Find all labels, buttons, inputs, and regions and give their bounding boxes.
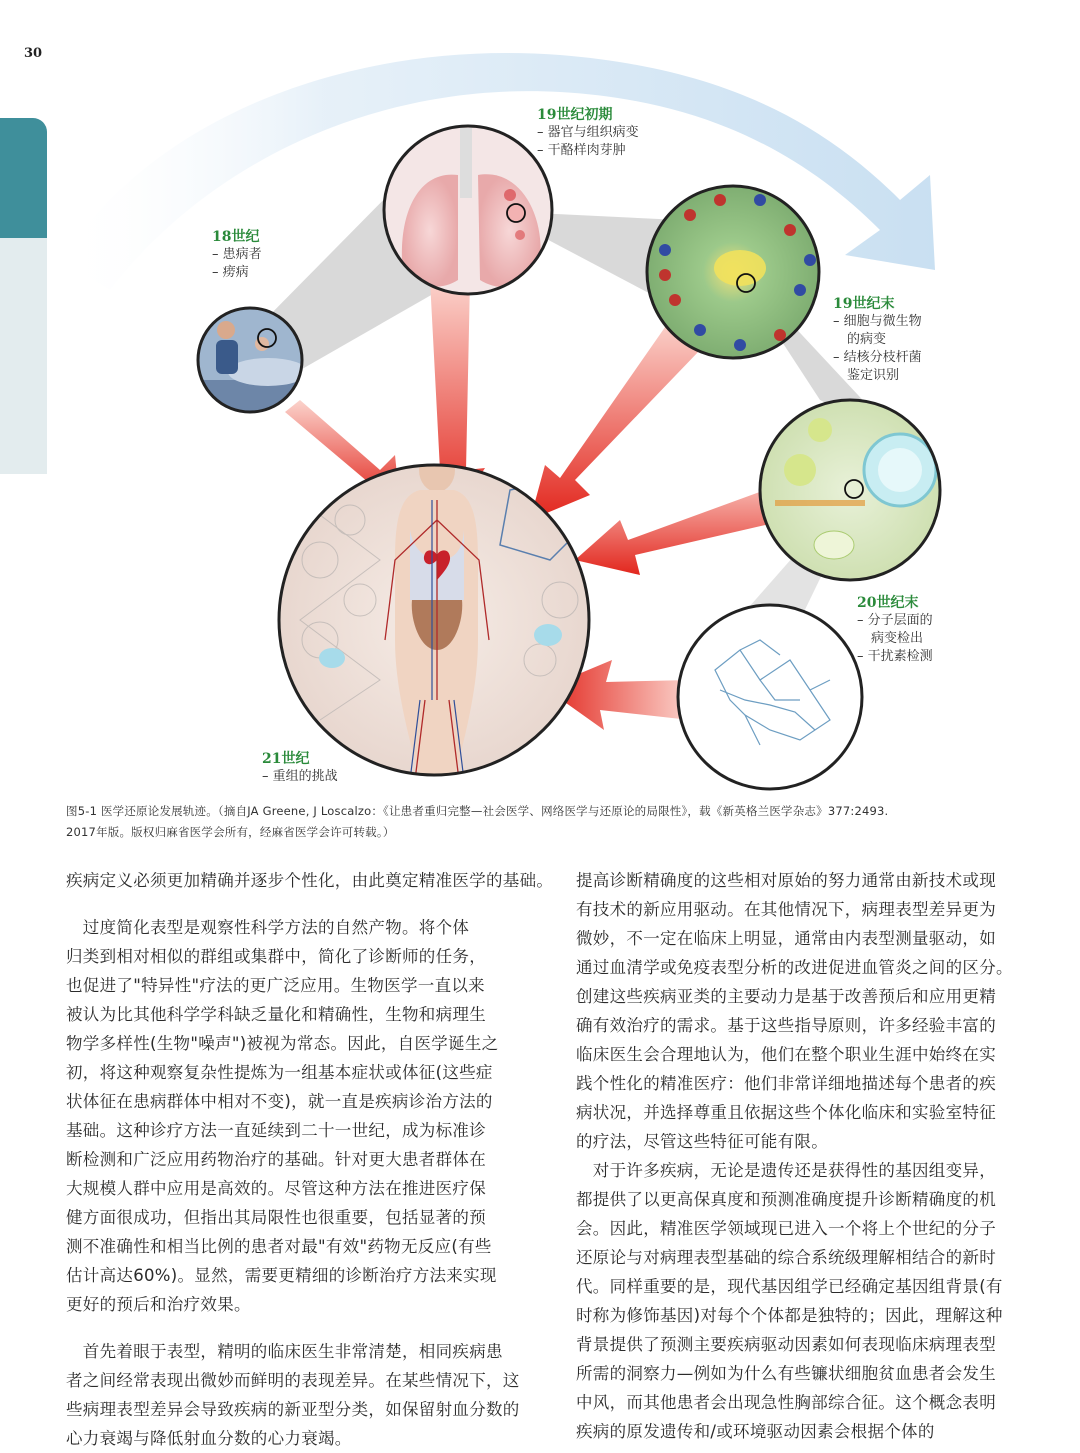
paragraph-line: 践个性化的精准医疗：他们非常详细地描述每个患者的疾: [576, 1074, 996, 1093]
era-21st-century: 21世纪 – 重组的挑战: [262, 751, 338, 784]
paragraph-line: 首先着眼于表型，精明的临床医生非常清楚，相同疾病患: [66, 1342, 503, 1361]
paragraph-line: 物学多样性(生物"噪声")被视为常态。因此，自医学诞生之: [66, 1034, 499, 1053]
paragraph-line: 疾病定义必须更加精确并逐步个性化，由此奠定精准医学的基础。: [66, 871, 554, 890]
era-18th-century: 18世纪 – 患病者 – 痨病: [212, 229, 262, 280]
paragraph-line: 临床医生会合理地认为，他们在整个职业生涯中始终在实: [576, 1045, 996, 1064]
paragraph-line: 更好的预后和治疗效果。: [66, 1295, 251, 1314]
paragraph-line: 归类到相对相似的群组或集群中，简化了诊断师的任务，: [66, 947, 486, 966]
paragraph-gap: [66, 1319, 560, 1337]
paragraph-line: 些病理表型差异会导致疾病的新亚型分类，如保留射血分数的: [66, 1400, 520, 1419]
paragraph-line: 通过血清学或免疫表型分析的改进促进血管炎之间的区分。: [576, 958, 1013, 977]
era-early-19th-century: 19世纪初期 – 器官与组织病变 – 干酪样肉芽肿: [537, 107, 639, 158]
paragraph-line: 会。因此，精准医学领域现已进入一个将上个世纪的分子: [576, 1219, 996, 1238]
body-left-column: [66, 866, 560, 1453]
paragraph-gap: [66, 895, 560, 913]
paragraph-line: 估计高达60%)。显然，需要更精细的诊断治疗方法来实现: [66, 1266, 497, 1285]
paragraph-line: 代。同样重要的是，现代基因组学已经确定基因组背景(有: [576, 1277, 1003, 1296]
paragraph-line: 有技术的新应用驱动。在其他情况下，病理表型差异更为: [576, 900, 996, 919]
paragraph-line: 时称为修饰基因)对每个个体都是独特的；因此，理解这种: [576, 1306, 1003, 1325]
page-number: 30: [24, 46, 43, 61]
era-late-19th-century: 19世纪末 – 细胞与微生物 的病变 – 结核分枝杆菌 鉴定识别: [833, 296, 922, 383]
paragraph-line: 病状况，并选择尊重且依据这些个体化临床和实验室特征: [576, 1103, 996, 1122]
paragraph-line: 健方面很成功，但指出其局限性也很重要，包括显著的预: [66, 1208, 486, 1227]
paragraph-line: 背景提供了预测主要疾病驱动因素如何表现临床病理表型: [576, 1335, 996, 1354]
era-late-20th-century: 20世纪末 – 分子层面的 病变检出 – 干扰素检测: [857, 595, 933, 664]
paragraph-line: 中风，而其他患者会出现急性胸部综合征。这个概念表明: [576, 1393, 996, 1412]
molecule-circle: [678, 605, 862, 789]
paragraph-line: 所需的洞察力—例如为什么有些镰状细胞贫血患者会发生: [576, 1364, 996, 1383]
paragraph-line: 创建这些疾病亚类的主要动力是基于改善预后和应用更精: [576, 987, 996, 1006]
paragraph-line: 的疗法，尽管这些特征可能有限。: [576, 1132, 828, 1151]
body-right-column: [576, 866, 1070, 1446]
paragraph-line: 对于许多疾病，无论是遗传还是获得性的基因组变异，: [576, 1161, 996, 1180]
paragraph-line: 确有效治疗的需求。基于这些指导原则，许多经验丰富的: [576, 1016, 996, 1035]
paragraph-line: 者之间经常表现出微妙而鲜明的表现差异。在某些情况下，这: [66, 1371, 520, 1390]
figure-caption: 图5-1 医学还原论发展轨迹。（摘自JA Greene, J Loscalzo：《让患者重归完整—社会医学、网络医学与还原论的局限性》，载《新英格兰医学杂志》377:2493. 2017年版。版权归麻省医学会所有，经麻省医学会许可转载。）: [66, 804, 889, 839]
paragraph-line: 提高诊断精确度的这些相对原始的努力通常由新技术或现: [576, 871, 996, 890]
paragraph-line: 大规模人群中应用是高效的。尽管这种方法在推进医疗保: [66, 1179, 486, 1198]
paragraph-line: 都提供了以更高保真度和预测准确度提升诊断精确度的机: [576, 1190, 996, 1209]
paragraph-line: 状体征在患病群体中相对不变)，就一直是疾病诊治方法的: [66, 1092, 493, 1111]
lungs-circle: [384, 126, 552, 294]
paragraph-line: 还原论与对病理表型基础的综合系统级理解相结合的新时: [576, 1248, 996, 1267]
paragraph-line: 初，将这种观察复杂性提炼为一组基本症状或体征(这些症: [66, 1063, 493, 1082]
paragraph-line: 被认为比其他科学学科缺乏量化和精确性，生物和病理生: [66, 1005, 486, 1024]
paragraph-line: 测不准确性和相当比例的患者对最"有效"药物无反应(有些: [66, 1237, 492, 1256]
paragraph-line: 疾病的原发遗传和/或环境驱动因素会根据个体的: [576, 1422, 935, 1441]
paragraph-line: 断检测和广泛应用药物治疗的基础。针对更大患者群体在: [66, 1150, 486, 1169]
paragraph-line: 心力衰竭与降低射血分数的心力衰竭。: [66, 1429, 352, 1448]
paragraph-line: 过度简化表型是观察性科学方法的自然产物。将个体: [66, 918, 470, 937]
paragraph-line: 基础。这种诊疗方法一直延续到二十一世纪，成为标准诊: [66, 1121, 486, 1140]
paragraph-line: 微妙，不一定在临床上明显，通常由内表型测量驱动，如: [576, 929, 996, 948]
cell-circle: [647, 186, 819, 358]
microbe-circle: [760, 400, 940, 580]
paragraph-line: 也促进了"特异性"疗法的更广泛应用。生物医学一直以来: [66, 976, 485, 995]
